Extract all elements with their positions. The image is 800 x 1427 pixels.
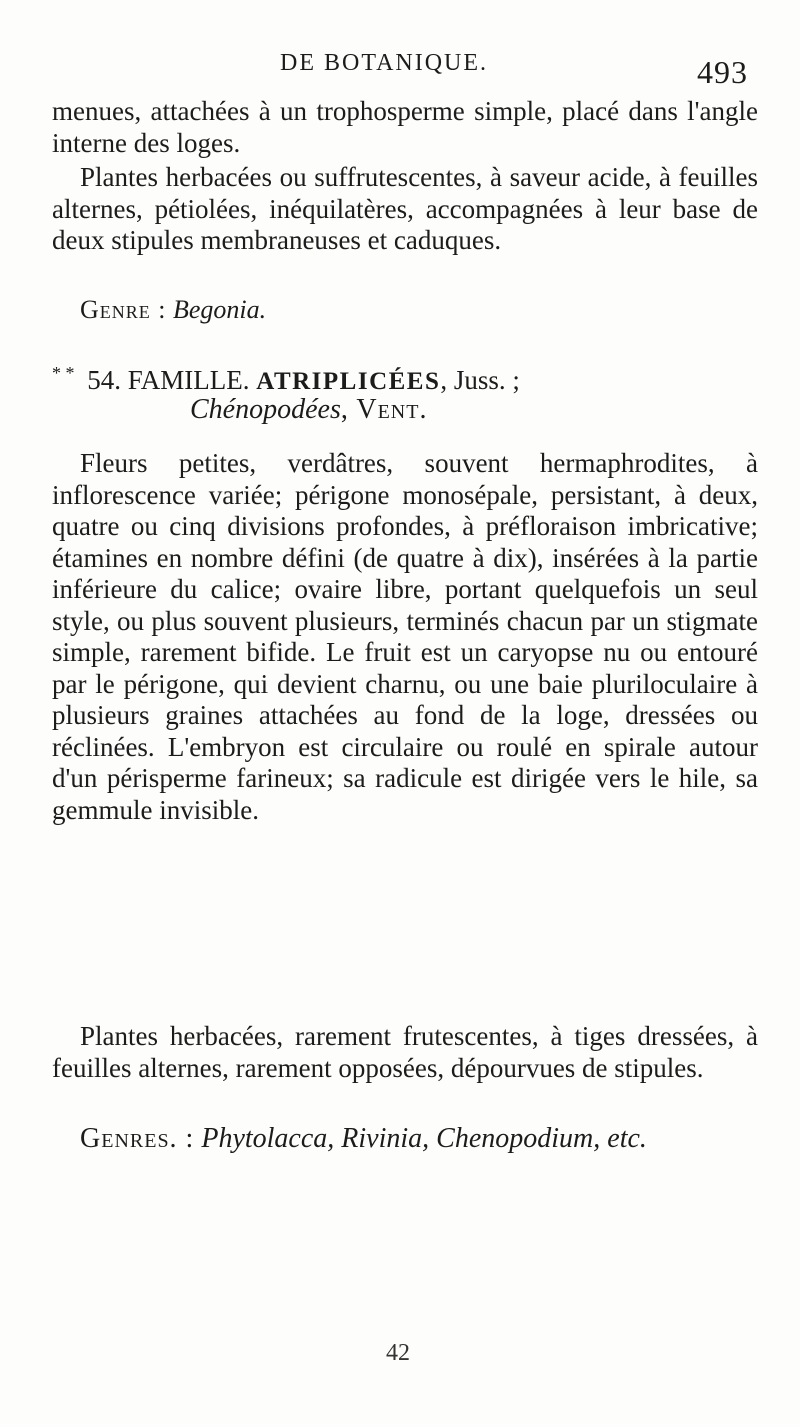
paragraph-plant-description: Plantes herbacées ou suffrutescentes, à saveur acide, à feuilles alternes, pétiolées, inéquilatères, accompagnées à leur base de deux stipules membraneuses et caduques. <box>52 162 758 255</box>
family-alt-name: Chénopodées <box>190 394 341 425</box>
page-number: 493 <box>697 54 748 90</box>
genre-label: Genre : <box>80 295 167 324</box>
genres-line <box>52 1123 758 1155</box>
asterisk-mark: * * <box>52 363 75 383</box>
family-heading <box>52 358 758 397</box>
genre-line <box>80 294 786 326</box>
paragraph-habit: Plantes herbacées, rarement frutescentes, à tiges dressées, à feuilles alternes, rarement opposées, dépourvues de stipules. <box>52 1021 758 1083</box>
family-alt-heading <box>190 394 427 425</box>
family-name: ATRIPLICÉES <box>256 368 441 395</box>
family-word: FAMILLE. <box>127 365 250 395</box>
paragraph-continuation: menues, attachées à un trophosperme simple, placé dans l'angle interne des loges. <box>52 96 758 158</box>
paragraph-family-description: Fleurs petites, verdâtres, souvent hermaphrodites, à inflorescence variée; périgone monosépale, persistant, à deux, quatre ou cinq divisions profondes, à préfloraison imbricative; étamines en nombre défini (de quatre à dix), insérées à la partie inférieure du calice; ovaire libre, portant quelquefois un seul style, ou plus souvent plusieurs, terminés chacun par un stigmate simple, rarement bifide. Le fruit est un caryopse nu ou entouré par le périgone, qui devient charnu, ou une baie pluriloculaire à plusieurs graines attachées au fond de la loge, dressées ou réclinées. L'embryon est circulaire ou roulé en spirale autour d'un périsperme farineux; sa radicule est dirigée vers le hile, sa gemmule invisible. <box>52 448 758 825</box>
genre-value: Begonia. <box>173 295 267 324</box>
signature-mark: 42 <box>386 1340 410 1366</box>
genres-value: Phytolacca, Rivinia, Chenopodium, etc. <box>201 1123 647 1154</box>
family-alt-author: , Vent. <box>340 394 428 425</box>
family-author: , Juss. ; <box>440 365 520 395</box>
genres-label: Genres. : <box>80 1123 195 1154</box>
running-title: DE BOTANIQUE. <box>280 50 489 76</box>
family-number: 54. <box>87 365 121 395</box>
